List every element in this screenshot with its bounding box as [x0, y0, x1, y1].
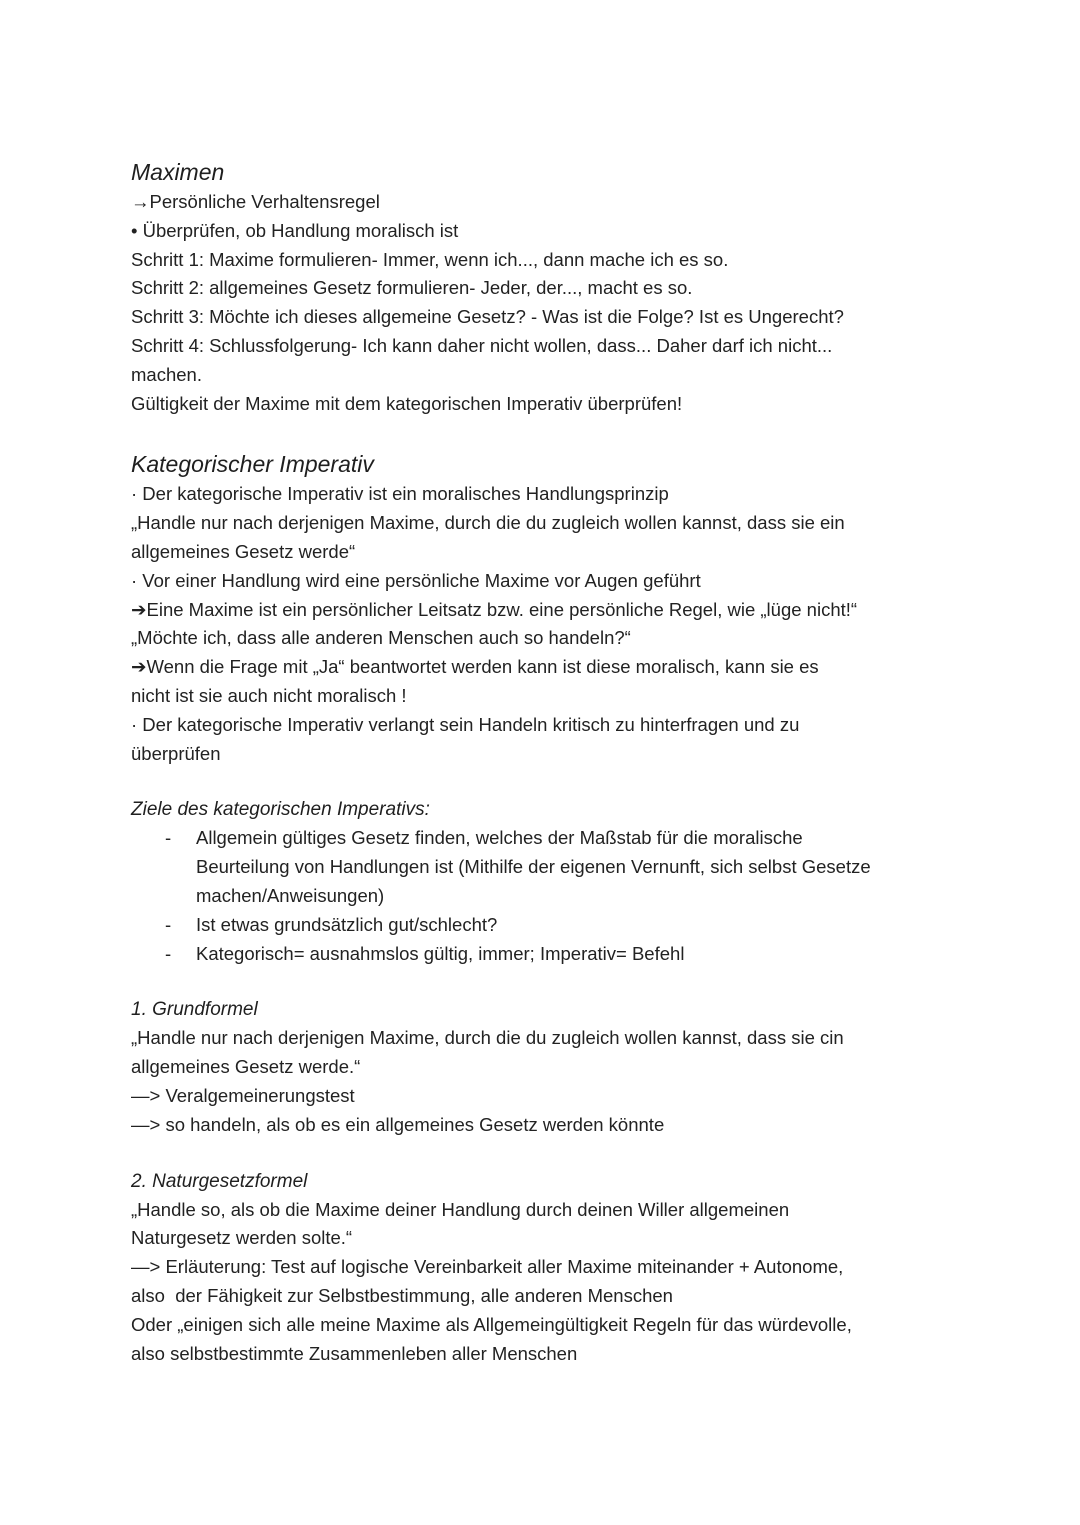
list-line: Kategorisch= ausnahmslos gültig, immer; Imperativ= Befehl — [196, 942, 685, 964]
list-item — [131, 940, 961, 969]
text-line: machen. — [131, 363, 202, 385]
heading-maximen: Maximen — [131, 159, 225, 185]
text-line: —> Erläuterung: Test auf logische Vereinbarkeit aller Maxime miteinander + Autonome, — [131, 1256, 844, 1278]
heading-kategorischer-imperativ: Kategorischer Imperativ — [131, 451, 374, 478]
text-line: Schritt 2: allgemeines Gesetz formulieren- Jeder, der..., macht es so. — [131, 277, 693, 299]
dash-marker: - — [165, 913, 172, 935]
heading-grundformel: 1. Grundformel — [131, 999, 258, 1021]
text-line: —> so handeln, als ob es ein allgemeines Gesetz werden könnte — [131, 1113, 665, 1135]
text-line: „Möchte ich, dass alle anderen Menschen auch so handeln?“ — [131, 627, 631, 649]
goals-list — [131, 824, 961, 968]
text-line: allgemeines Gesetz werde“ — [131, 540, 356, 562]
list-item — [131, 824, 961, 910]
text-line: „Handle nur nach derjenigen Maxime, durch die du zugleich wollen kannst, dass sie cin — [131, 1027, 844, 1049]
document-page — [131, 156, 961, 1368]
text-line: Schritt 1: Maxime formulieren- Immer, wenn ich..., dann mache ich es so. — [131, 248, 729, 270]
text-line: Oder „einigen sich alle meine Maxime als Allgemeingültigkeit Regeln für das würdevolle, — [131, 1313, 852, 1335]
heading-ziele: Ziele des kategorischen Imperativs: — [131, 799, 430, 821]
text-line: allgemeines Gesetz werde.“ — [131, 1056, 361, 1078]
text-line: „Handle so, als ob die Maxime deiner Handlung durch deinen Willer allgemeinen — [131, 1198, 790, 1220]
text-line: · Der kategorische Imperativ verlangt sein Handeln kritisch zu hinterfragen und zu — [131, 713, 800, 735]
spacer — [131, 768, 961, 796]
dash-marker: - — [165, 827, 172, 849]
text-line: nicht ist sie auch nicht moralisch ! — [131, 684, 407, 706]
text-line: · Vor einer Handlung wird eine persönliche Maxime vor Augen geführt — [131, 569, 701, 591]
list-line: machen/Anweisungen) — [196, 884, 385, 906]
text-line: Schritt 4: Schlussfolgerung- Ich kann daher nicht wollen, dass... Daher darf ich nicht... — [131, 334, 833, 356]
heading-naturgesetzformel: 2. Naturgesetzformel — [131, 1170, 308, 1192]
list-item — [131, 911, 961, 940]
text-line: „Handle nur nach derjenigen Maxime, durch die du zugleich wollen kannst, dass sie ein — [131, 512, 845, 534]
text-line: • Überprüfen, ob Handlung moralisch ist — [131, 219, 459, 241]
spacer — [131, 968, 961, 996]
list-line: Beurteilung von Handlungen ist (Mithilfe der eigenen Vernunft, sich selbst Gesetze — [196, 856, 871, 878]
text-line: also selbstbestimmte Zusammenleben aller Menschen — [131, 1342, 578, 1364]
list-line: Ist etwas grundsätzlich gut/schlecht? — [196, 913, 498, 935]
dash-marker: - — [165, 942, 172, 964]
text-line: Schritt 3: Möchte ich dieses allgemeine Gesetz? - Was ist die Folge? Ist es Ungerecht? — [131, 306, 844, 328]
text-line: ➔Eine Maxime ist ein persönlicher Leitsatz bzw. eine persönliche Regel, wie „lüge nicht!“ — [131, 598, 858, 620]
spacer — [131, 1140, 961, 1168]
text-line: überprüfen — [131, 742, 221, 764]
text-line: · Der kategorische Imperativ ist ein moralisches Handlungsprinzip — [131, 483, 669, 505]
text-line: →Persönliche Verhaltensregel — [131, 191, 380, 212]
spacer — [131, 418, 961, 448]
list-line: Allgemein gültiges Gesetz finden, welches der Maßstab für die moralische — [196, 827, 803, 849]
text-line: —> Veralgemeinerungstest — [131, 1084, 355, 1106]
text-line: also der Fähigkeit zur Selbstbestimmung, alle anderen Menschen — [131, 1284, 673, 1306]
text-line: ➔Wenn die Frage mit „Ja“ beantwortet werden kann ist diese moralisch, kann sie es — [131, 656, 819, 678]
text-line: Gültigkeit der Maxime mit dem kategorischen Imperativ überprüfen! — [131, 392, 683, 414]
text-line: Naturgesetz werden solte.“ — [131, 1227, 353, 1249]
